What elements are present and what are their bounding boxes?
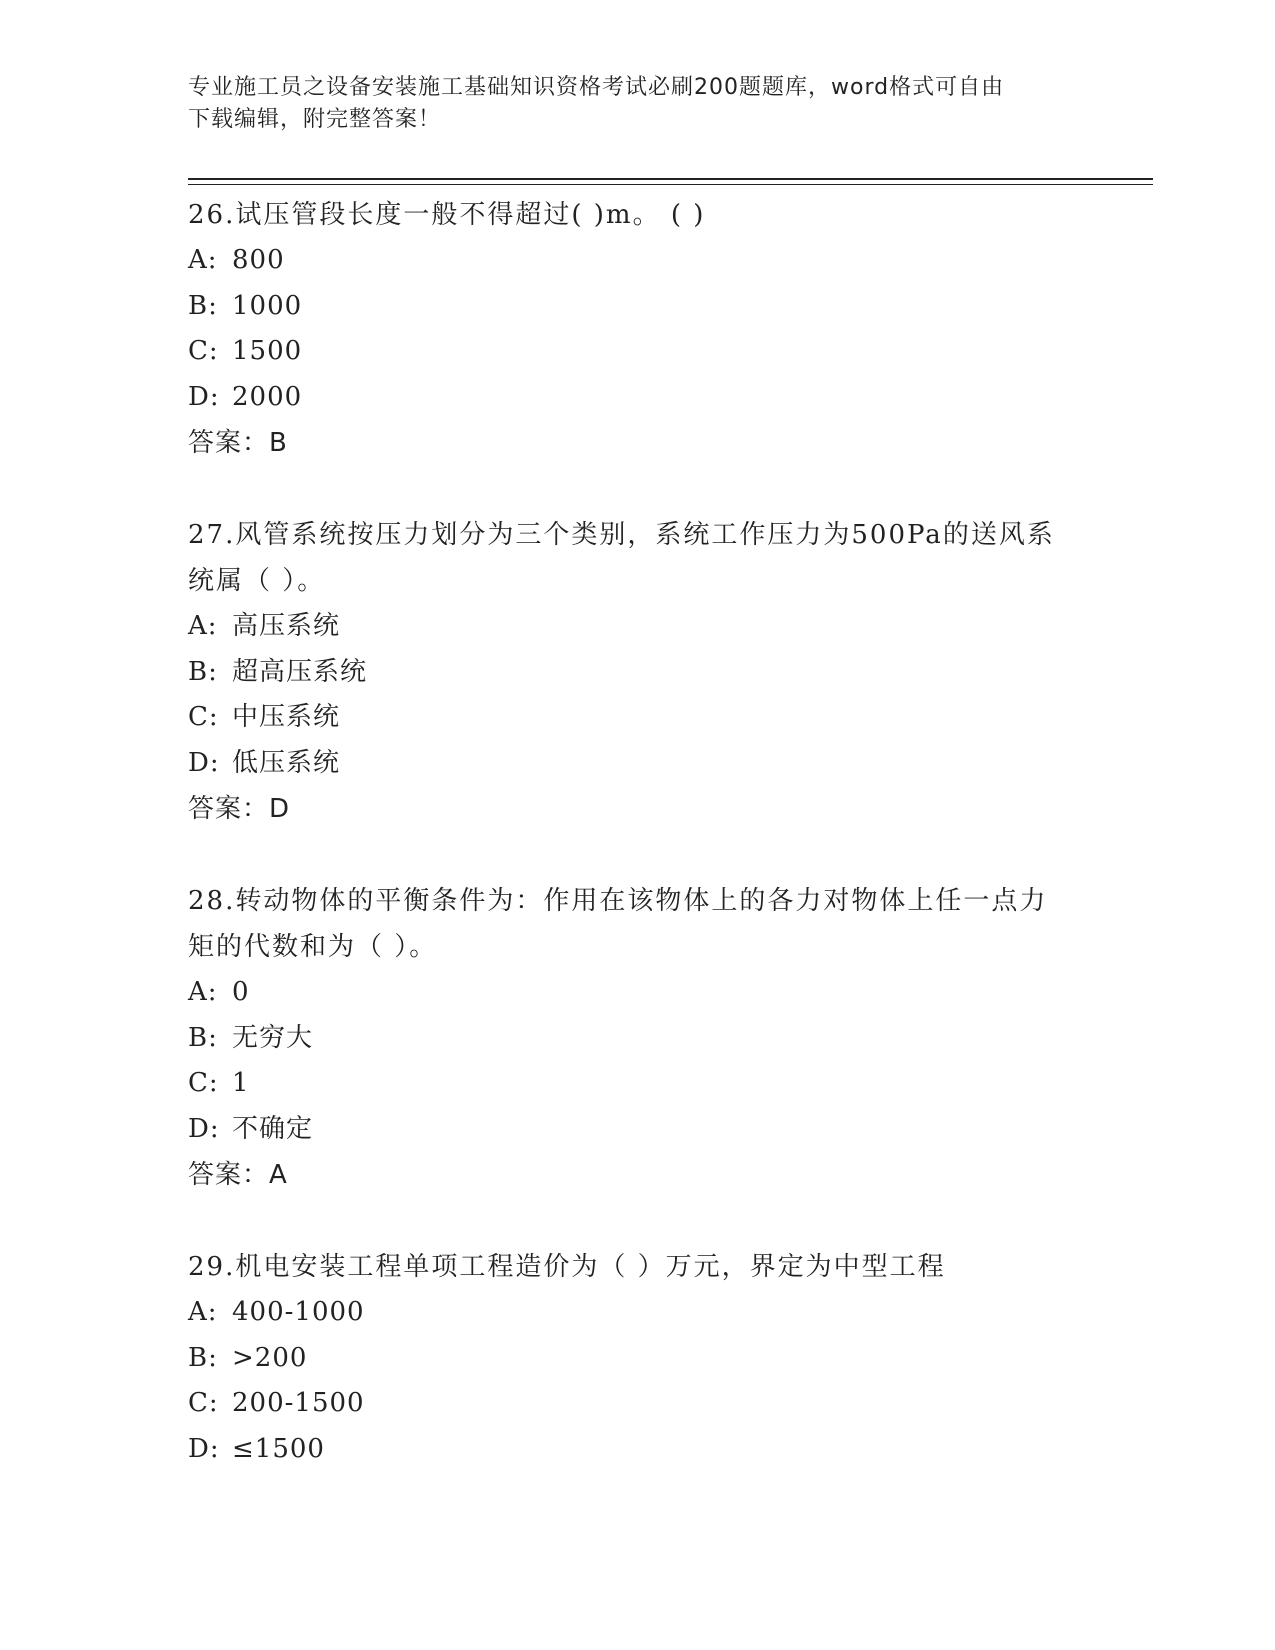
option-text: 0 [232,977,250,1007]
option-letter: A: [188,1297,218,1327]
option-b [188,1336,1088,1382]
option-text: 1500 [232,336,303,366]
option-letter: A: [188,611,218,641]
question-stem [188,878,1088,970]
option-text: 400-1000 [232,1297,365,1327]
option-letter: C: [188,1388,219,1418]
question-stem [188,1244,1088,1290]
option-letter: B: [188,656,218,687]
question-27 [188,512,1088,832]
option-text: 1000 [232,290,303,321]
option-text: 高压系统 [232,611,341,641]
option-letter: D: [188,1113,220,1144]
option-text: ≤1500 [232,1433,325,1464]
option-c [188,1061,1088,1107]
header-divider-thick [188,178,1153,180]
option-letter: C: [188,1068,219,1098]
option-text: 2000 [232,381,303,412]
question-stem-line-1: 试压管段长度一般不得超过( )m。 ( ) [235,200,706,230]
question-stem-line-2: 矩的代数和为（ ）。 [188,932,438,962]
option-letter: A: [188,245,218,275]
option-b [188,284,1088,330]
question-stem-line-1: 机电安装工程单项工程造价为（ ）万元，界定为中型工程 [235,1252,946,1282]
option-c [188,329,1088,375]
question-26 [188,192,1088,466]
option-letter: A: [188,977,218,1007]
question-stem-line-1: 转动物体的平衡条件为：作用在该物体上的各力对物体上任一点力 [235,886,1048,916]
answer-line: 答案：D [188,794,291,824]
answer-line: 答案：A [188,1160,288,1190]
question-list [188,188,1088,1518]
document-header [188,72,1068,136]
option-a [188,970,1088,1016]
option-c [188,695,1088,741]
option-b [188,650,1088,696]
option-text: 超高压系统 [232,656,368,687]
option-c [188,1381,1088,1427]
question-number: 28. [188,886,236,916]
option-d [188,741,1088,787]
option-letter: D: [188,747,220,778]
question-number: 27. [188,520,236,550]
option-a [188,604,1088,650]
option-letter: C: [188,702,219,732]
question-number: 29. [188,1252,236,1282]
header-divider-thin [188,184,1153,185]
option-b [188,1016,1088,1062]
option-letter: C: [188,336,219,366]
option-letter: B: [188,290,218,321]
option-text: 800 [232,245,285,275]
option-letter: D: [188,1433,220,1464]
option-text: 无穷大 [232,1022,314,1053]
question-28 [188,878,1088,1198]
option-a [188,1290,1088,1336]
header-line-2: 下载编辑，附完整答案！ [188,107,442,132]
question-stem [188,512,1088,604]
option-d [188,1107,1088,1153]
option-letter: D: [188,381,220,412]
option-text: 不确定 [232,1113,314,1144]
option-a [188,238,1088,284]
option-d [188,1427,1088,1473]
question-stem-line-1: 风管系统按压力划分为三个类别，系统工作压力为500Pa的送风系 [235,520,1055,550]
option-letter: B: [188,1342,218,1373]
option-text: 200-1500 [232,1388,365,1418]
question-number: 26. [188,200,236,230]
question-stem [188,192,1088,238]
answer-line: 答案：B [188,428,288,458]
option-text: 低压系统 [232,747,341,778]
header-line-1: 专业施工员之设备安装施工基础知识资格考试必刷200题题库，word格式可自由 [188,75,1005,100]
option-letter: B: [188,1022,218,1053]
option-text: >200 [232,1342,308,1373]
question-29 [188,1244,1088,1472]
option-text: 1 [232,1068,250,1098]
option-d [188,375,1088,421]
question-stem-line-2: 统属（ ）。 [188,566,326,596]
option-text: 中压系统 [232,702,341,732]
